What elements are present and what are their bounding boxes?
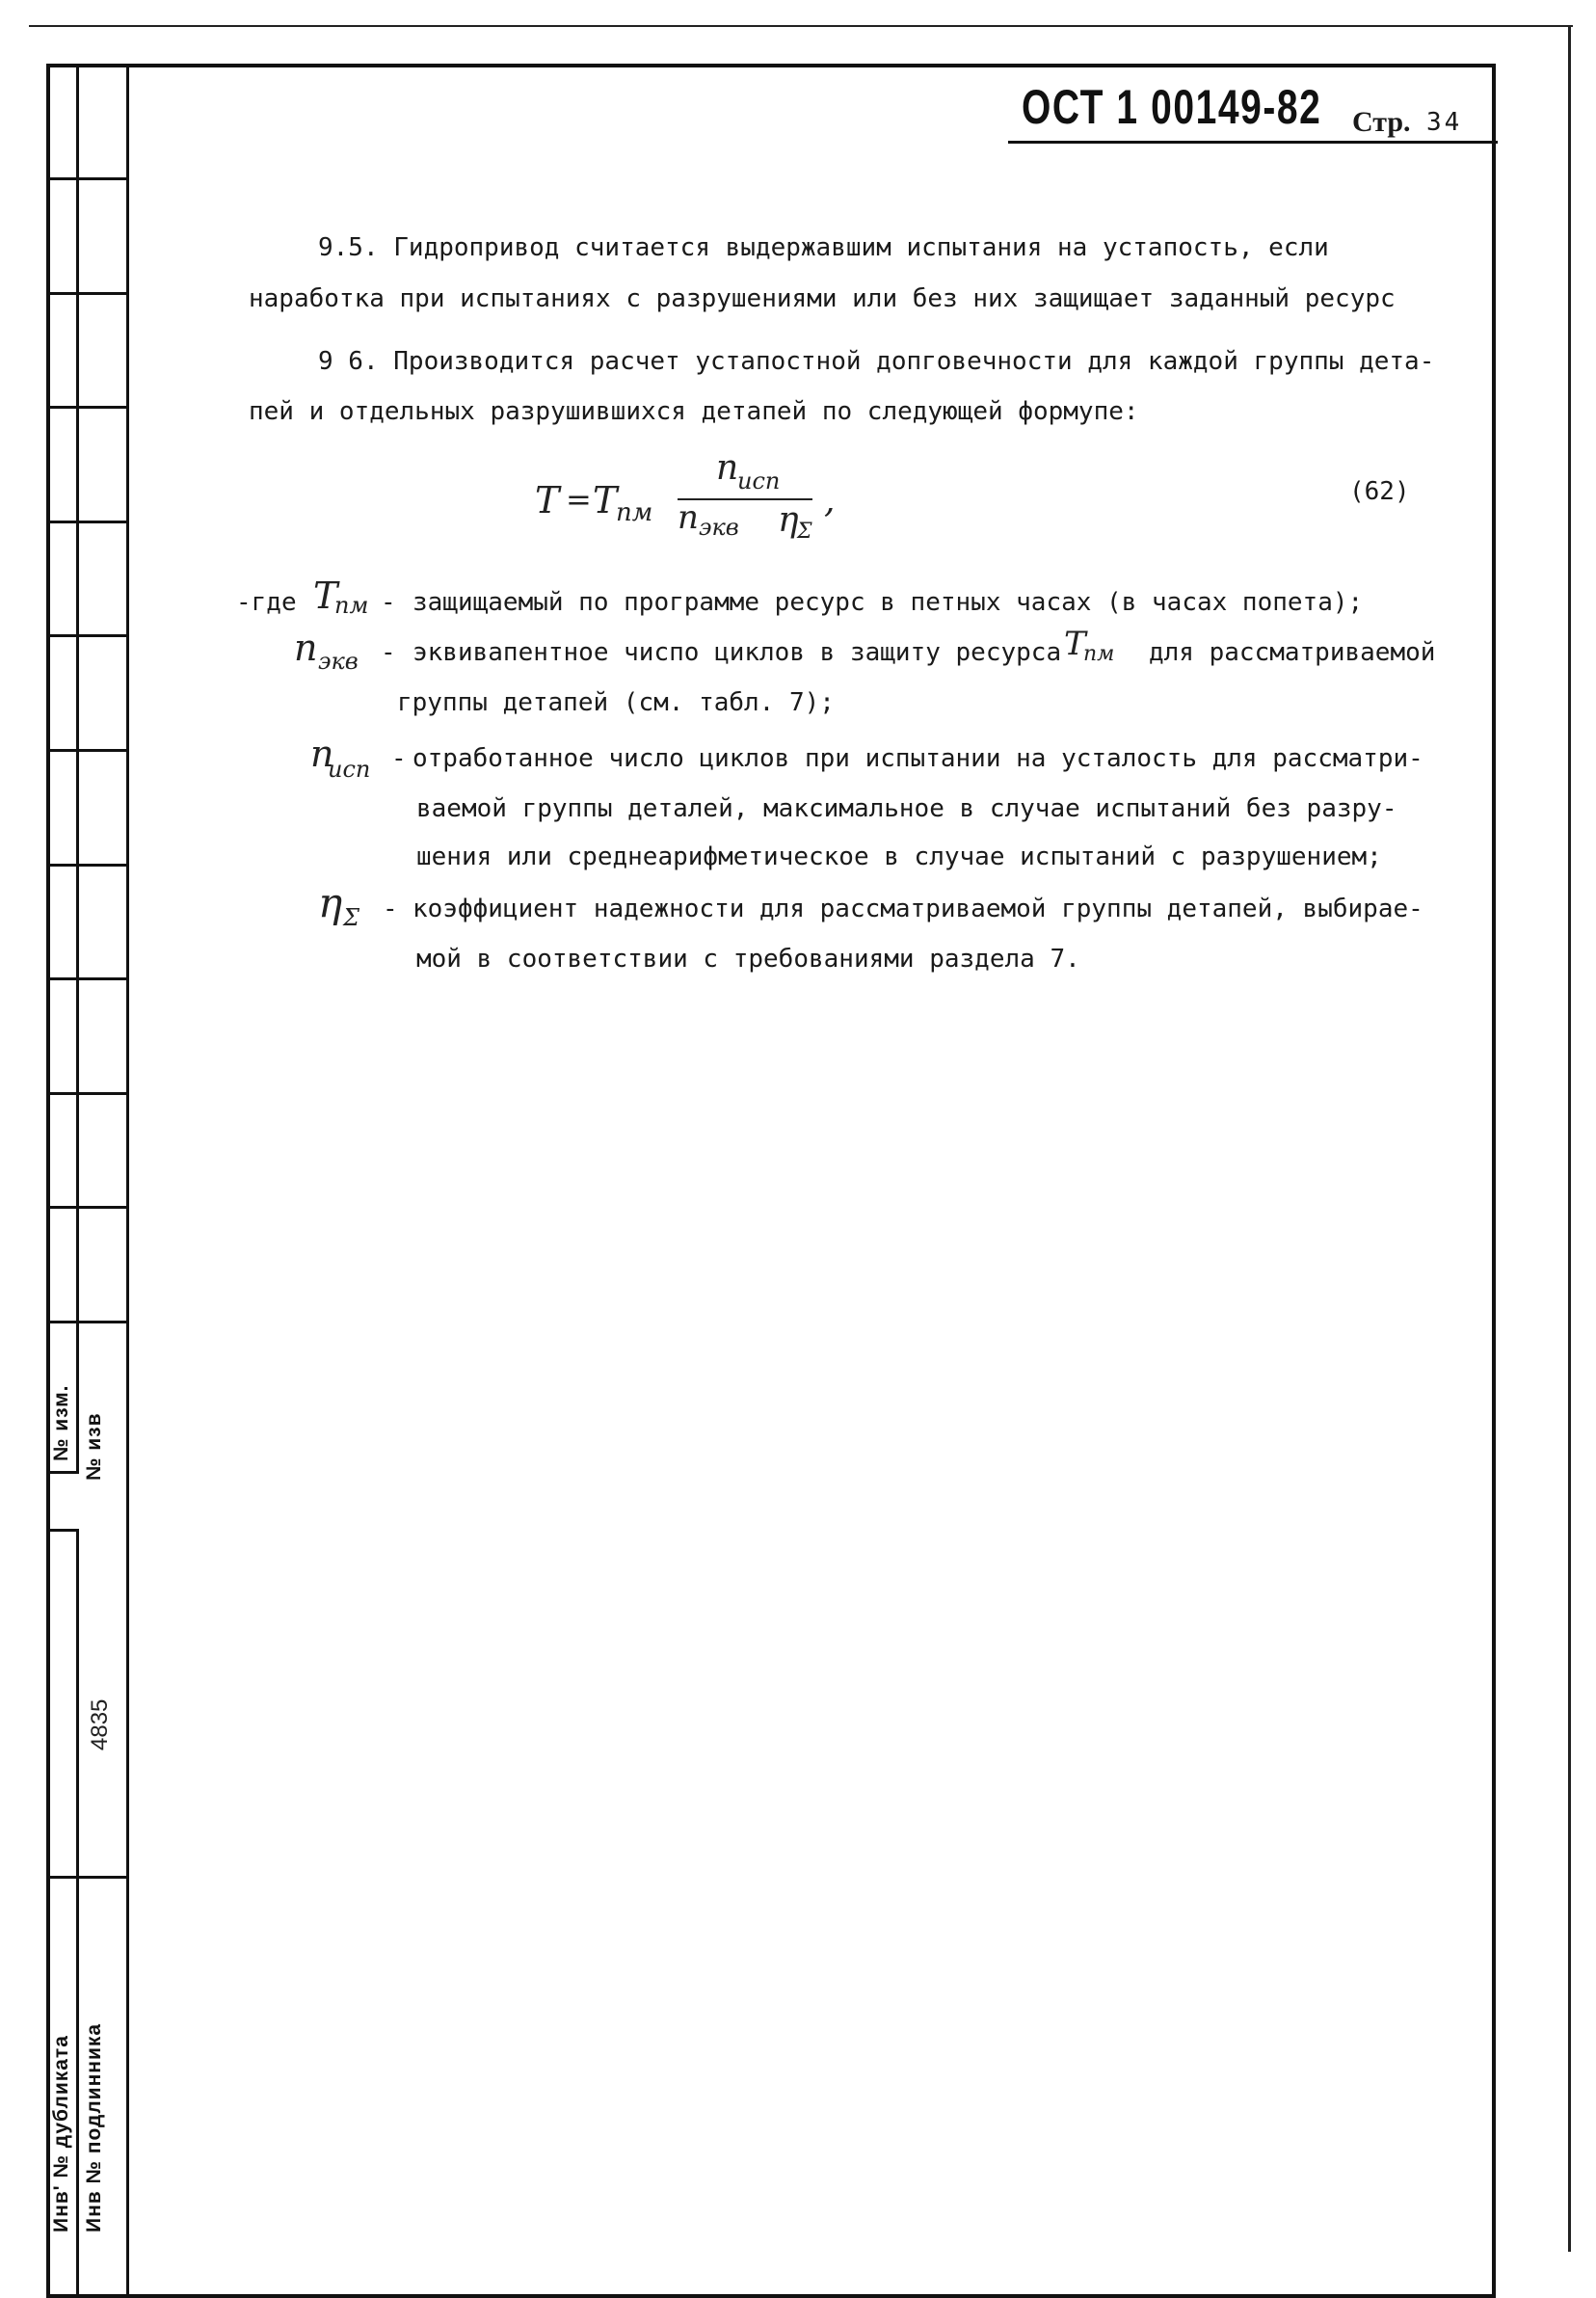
paragraph-9-5-line-1: 9.5. Гидропривод считается выдержавшим испытания на устапость, если (318, 233, 1329, 262)
def-4-dash: - (383, 895, 398, 923)
formula-comma: , (824, 481, 836, 521)
def-2-inline-symbol-sub: пм (1083, 642, 1115, 666)
def-2-line-1: эквивапентное чиспо циклов в защиту ресурса (412, 638, 1062, 667)
formula-eta: η (778, 500, 799, 540)
strip-cell-line (46, 292, 129, 295)
formula-number: (62) (1349, 477, 1410, 506)
page-label: Стр. (1352, 106, 1411, 138)
def-3-line-2: ваемой группы деталей, максимальное в случае испытаний без разру- (416, 794, 1397, 823)
def-1-symbol: T (313, 574, 338, 617)
duplicate-inv-label: Инв' № дубликата (50, 2035, 72, 2232)
strip-cell-line (46, 1471, 79, 1474)
strip-cell-line (46, 1206, 129, 1209)
original-inv-label: Инв № подлинника (83, 2022, 105, 2232)
strip-cell-line (46, 634, 129, 637)
strip-cell-line (46, 1092, 129, 1095)
def-1-text: защищаемый по программе ресурс в петных часах (в часах попета); (412, 588, 1364, 617)
def-2-symbol-sub: экв (318, 648, 359, 675)
def-3-line-1: отработанное число циклов при испытании на усталость для рассматри- (412, 744, 1423, 773)
inv-number-value: 4835 (87, 1698, 113, 1750)
strip-cell-line (46, 177, 129, 180)
def-2-line-2: группы детапей (см. табл. 7); (397, 688, 835, 717)
paragraph-9-5-line-2: наработка при испытаниях с разрушениями или без них защищает заданный ресурс (249, 284, 1396, 313)
def-3-symbol-sub: исп (328, 756, 371, 783)
def-1-dash: - (381, 588, 396, 617)
page-number: 34 (1426, 108, 1463, 137)
def-2-line-1-tail: для рассматриваемой (1149, 638, 1436, 667)
strip-edge (126, 64, 129, 2298)
def-3-symbol: n (310, 733, 334, 775)
header-rule (1008, 141, 1498, 144)
formula-tpm: T (593, 479, 618, 521)
document-code: ОСТ 1 00149-82 (1022, 80, 1322, 134)
formula-numerator-sub: исп (737, 468, 781, 494)
strip-cell-line (46, 749, 129, 752)
outer-frame-right (1568, 25, 1571, 2252)
strip-cell-line (46, 977, 129, 980)
outer-frame-top (29, 25, 1573, 27)
formula-equals: = (566, 481, 592, 518)
formula (535, 448, 920, 574)
def-2-dash: - (381, 638, 396, 667)
def-3-dash: - (391, 744, 407, 773)
formula-denominator: n (678, 498, 699, 537)
def-4-line-2: мой в соответствии с требованиями раздела 7. (416, 945, 1080, 974)
notice-no-label: № изв (83, 1412, 105, 1481)
strip-cell-line (46, 1321, 129, 1323)
def-2-symbol: n (294, 627, 318, 669)
change-no-label: № изм. (50, 1384, 72, 1461)
formula-tpm-sub: пм (616, 498, 653, 527)
def-4-symbol: η (318, 879, 343, 926)
def-4-line-1: коэффициент надежности для рассматриваемой группы детапей, выбирае- (412, 895, 1423, 923)
strip-divider-lower (76, 1529, 79, 2298)
strip-cell-line (46, 864, 129, 867)
strip-cell-line (46, 406, 129, 409)
strip-cell-line (46, 1876, 129, 1879)
formula-lhs: T (535, 479, 560, 521)
margin-strip (46, 64, 129, 2298)
paragraph-9-6-line-1: 9 6. Производится расчет устапостной допговечности для каждой группы дета- (318, 347, 1435, 376)
strip-cell-line (46, 1529, 79, 1532)
formula-eta-sub: Σ (797, 520, 812, 544)
formula-numerator: n (716, 448, 739, 488)
def-1-symbol-sub: пм (334, 592, 369, 619)
def-4-symbol-sub: Σ (343, 904, 359, 931)
def-3-line-3: шения или среднеарифметическое в случае испытаний с разрушением; (416, 842, 1382, 871)
formula-denominator-sub: экв (699, 514, 739, 541)
where-word: -где (236, 588, 297, 617)
strip-cell-line (46, 521, 129, 523)
strip-divider-upper (76, 64, 79, 1471)
def-2-inline-symbol: T (1064, 625, 1086, 663)
paragraph-9-6-line-2: пей и отдельных разрушившихся детапей по следующей формупе: (249, 397, 1139, 426)
